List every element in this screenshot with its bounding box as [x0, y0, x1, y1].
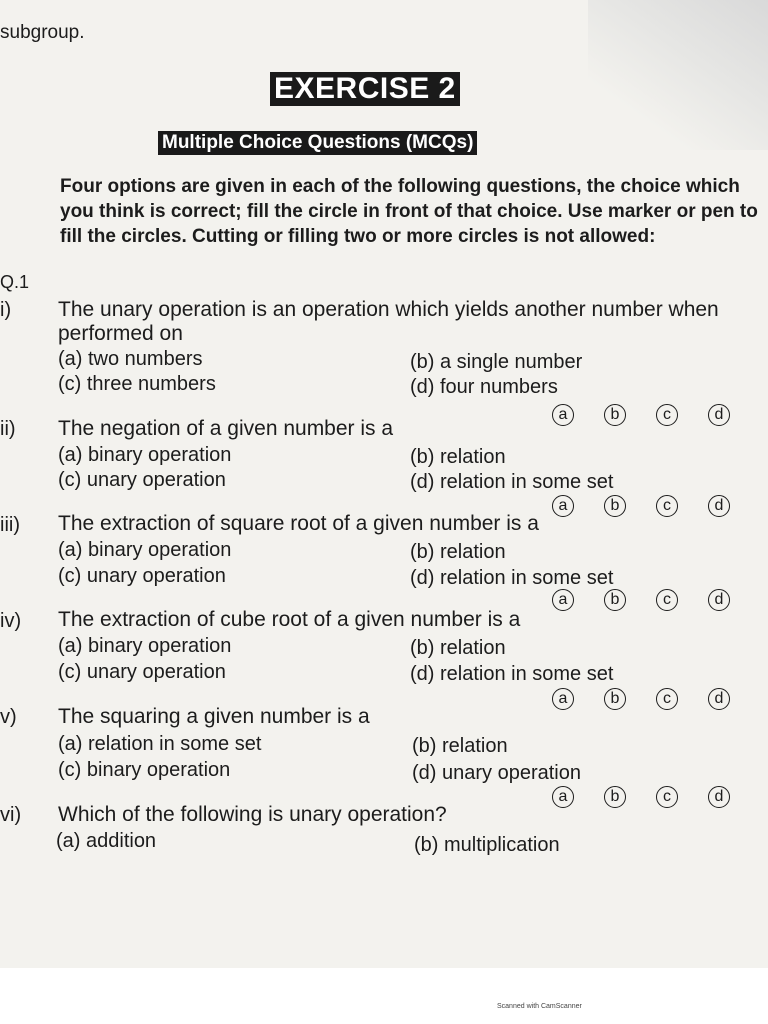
bubble-b[interactable]: b	[604, 688, 626, 710]
question-number: iii)	[0, 514, 20, 536]
bubble-a[interactable]: a	[552, 589, 574, 611]
option-c: (c) three numbers	[58, 373, 216, 395]
bubble-a[interactable]: a	[552, 688, 574, 710]
bottom-margin	[0, 968, 768, 1024]
bubble-d[interactable]: d	[708, 495, 730, 517]
bubble-c[interactable]: c	[656, 688, 678, 710]
question-group-label: Q.1	[0, 272, 30, 292]
option-a: (a) binary operation	[58, 539, 232, 561]
bubble-c[interactable]: c	[656, 589, 678, 611]
bubble-c[interactable]: c	[656, 786, 678, 808]
bubble-b[interactable]: b	[604, 589, 626, 611]
option-c: (c) unary operation	[58, 469, 226, 491]
page-corner-shadow	[588, 0, 768, 150]
bubble-b[interactable]: b	[604, 786, 626, 808]
question-number: i)	[0, 299, 12, 321]
question-text: The extraction of cube root of a given number is a	[58, 608, 521, 631]
option-b: (b) relation	[410, 446, 506, 468]
option-a: (a) binary operation	[58, 635, 232, 657]
option-a: (a) addition	[56, 830, 157, 852]
scanner-footer: Scanned with CamScanner	[497, 1003, 582, 1010]
question-number: v)	[0, 706, 17, 728]
question-text: Which of the following is unary operation?	[58, 803, 447, 826]
section-subtitle: Multiple Choice Questions (MCQs)	[158, 131, 477, 155]
option-a: (a) relation in some set	[58, 733, 262, 755]
question-number: iv)	[0, 610, 22, 632]
option-c: (c) binary operation	[58, 759, 231, 781]
bubble-c[interactable]: c	[656, 404, 678, 426]
question-text: The extraction of square root of a given number is a	[58, 512, 539, 535]
option-d: (d) four numbers	[410, 376, 558, 398]
bubble-d[interactable]: d	[708, 404, 730, 426]
option-d: (d) unary operation	[412, 762, 581, 784]
option-d: (d) relation in some set	[410, 663, 614, 685]
option-b: (b) a single number	[410, 351, 583, 373]
question-text: The negation of a given number is a	[58, 417, 394, 440]
option-b: (b) relation	[412, 735, 508, 757]
bubble-a[interactable]: a	[552, 786, 574, 808]
option-a: (a) binary operation	[58, 444, 232, 466]
bubble-d[interactable]: d	[708, 589, 730, 611]
option-d: (d) relation in some set	[410, 567, 614, 589]
question-text: The unary operation is an operation which yields another number when performed on	[58, 298, 719, 345]
bubble-b[interactable]: b	[604, 404, 626, 426]
option-c: (c) unary operation	[58, 661, 226, 683]
question-number: ii)	[0, 418, 16, 440]
question-number: vi)	[0, 804, 22, 826]
exercise-title: EXERCISE 2	[270, 72, 460, 106]
option-a: (a) two numbers	[58, 348, 203, 370]
bubble-a[interactable]: a	[552, 495, 574, 517]
bubble-d[interactable]: d	[708, 786, 730, 808]
previous-section-text: subgroup.	[0, 22, 85, 43]
bubble-c[interactable]: c	[656, 495, 678, 517]
option-b: (b) relation	[410, 637, 506, 659]
option-c: (c) unary operation	[58, 565, 226, 587]
bubble-b[interactable]: b	[604, 495, 626, 517]
bubble-a[interactable]: a	[552, 404, 574, 426]
bubble-d[interactable]: d	[708, 688, 730, 710]
question-text: The squaring a given number is a	[58, 705, 370, 728]
option-b: (b) relation	[410, 541, 506, 563]
option-d: (d) relation in some set	[410, 471, 614, 493]
option-b: (b) multiplication	[414, 834, 560, 856]
instructions-paragraph: Four options are given in each of the following questions, the choice which you think is correct; fill the circle in front of that choice. Use marker or pen to fill the circles. Cutting or filling two or more circles is not allowed:	[60, 176, 758, 247]
